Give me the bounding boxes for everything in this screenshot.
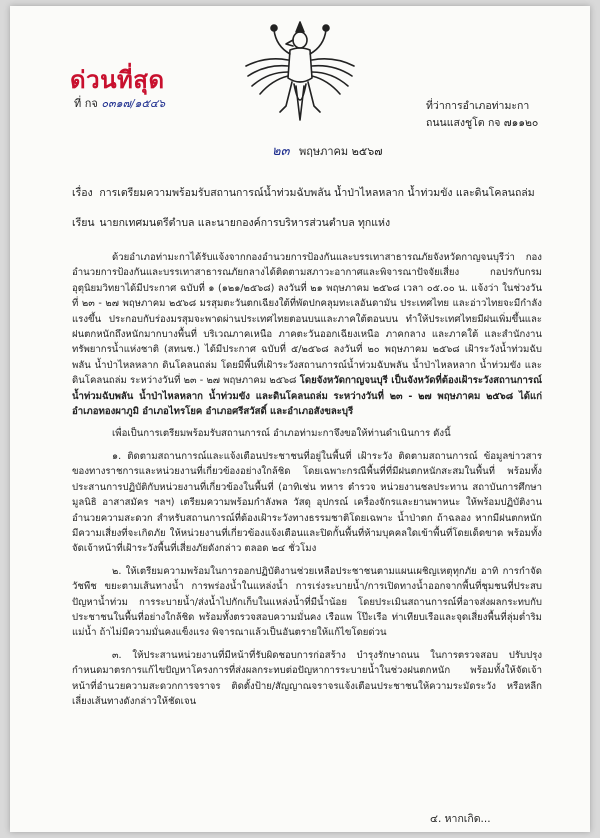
subject-text: การเตรียมความพร้อมรับสถานการณ์น้ำท่วมฉับพลัน น้ำป่าไหลหลาก น้ำท่วมขัง และดินโคลนถล่ม	[99, 187, 535, 199]
action-item-2: ๒. ให้เตรียมความพร้อมในการออกปฏิบัติงานช่วยเหลือประชาชนตามแผนเผชิญเหตุทุกภัย อาทิ การกำจัดวัชพืช ขยะตามเส้นทางน้ำ การพร่องน้ำในแหล่งน้ำ การเร่งระบายน้ำ/การเปิดทางน้ำออกจากพื้นที่ชุมชนที่ประสบปัญหาน้ำท่วม การระบายน้ำ/ส่งน้ำไปกักเก็บในแหล่งน้ำที่มีน้ำน้อย โดยประเมินสถานการณ์ที่อาจส่งผลกระทบกับประชาชนในพื้นที่อย่างใกล้ชิด พร้อมทั้งตรวจสอบความมั่นคง เรือแพ โป๊ะเรือ ท่าเทียบเรือและจุดเสี่ยงพื้นที่ลุ่มต่ำริมแม่น้ำ ถ้าไม่มีความมั่นคงแข็งแรง พิจารณาแล้วเป็นอันตรายให้แก้ไขโดยด่วน	[72, 565, 542, 639]
date-day: ๒๓	[272, 144, 290, 159]
paragraph-background-text: ด้วยอำเภอท่ามะกาได้รับแจ้งจากกองอำนวยการป้องกันและบรรเทาสาธารณภัยจังหวัดกาญจนบุรีว่า กองอำนวยการป้องกันและบรรเทาสาธารณภัยกลางได้ติดตามสภาวะอากาศและพิจารณาปัจจัยเสี่ยง กอปรกับกรมอุตุนิยมวิทยาได้มีประกาศ ฉบับที่ ๑ (๑๒๑/๒๕๖๘) ลงวันที่ ๒๑ พฤษภาคม ๒๕๖๘ เวลา ๐๕.๐๐ น. แจ้งว่า ในช่วงวันที่ ๒๓ - ๒๗ พฤษภาคม ๒๕๖๘ มรสุมตะวันตกเฉียงใต้ที่พัดปกคลุมทะเลอันดามัน ประเทศไทย และอ่าวไทยจะมีกำลังแรงขึ้น ประกอบกับร่องมรสุมจะพาดผ่านประเทศไทยตอนบนและภาคใต้ตอนบน ทำให้ประเทศไทยมีฝนเพิ่มขึ้นและฝนตกหนักถึงหนักมากบางพื้นที่ บริเวณภาคเหนือ ภาคตะวันออกเฉียงเหนือ ภาคกลาง และภาคใต้ และสำนักงานทรัพยากรน้ำแห่งชาติ (สทนช.) ได้มีประกาศ ฉบับที่ ๕/๒๕๖๘ ลงวันที่ ๒๐ พฤษภาคม ๒๕๖๘ เฝ้าระวังน้ำท่วมฉับพลัน น้ำป่าไหลหลาก ดินโคลนถล่ม โดยมีพื้นที่เฝ้าระวังสถานการณ์น้ำท่วมฉับพลัน น้ำป่าไหลหลาก น้ำท่วมขัง และดินโคลนถล่ม ระหว่างวันที่ ๒๓ - ๒๗ พฤษภาคม ๒๕๖๘	[72, 252, 542, 387]
office-street: ถนนแสงชูโต กจ ๗๑๑๒๐	[426, 117, 539, 129]
subject-line	[72, 184, 535, 201]
paragraph-background-emphasis: โดยจังหวัดกาญจนบุรี เป็นจังหวัดที่ต้องเฝ้าระวังสถานการณ์น้ำท่วมฉับพลัน น้ำป่าไหลหลาก น้ำท่วมขัง และดินโคลนถล่ม ระหว่างวันที่ ๒๓ - ๒๗ พฤษภาคม ๒๕๖๘ ได้แก่ อำเภอทองผาภูมิ อำเภอไทรโยค อำเภอศรีสวัสดิ์ และอำเภอสังขละบุรี	[72, 375, 542, 418]
letter-body	[72, 250, 542, 716]
action-item-3: ๓. ให้ประสานหน่วยงานที่มีหน้าที่รับผิดชอบการก่อสร้าง บำรุงรักษาถนน ในการตรวจสอบ ปรับปรุง กำหนดมาตรการแก้ไขปัญหาโครงการที่ส่งผลกระทบต่อปัญหาการระบายน้ำในช่วงฝนตกหนัก พร้อมทั้งให้จัดเจ้าหน้าที่อำนวยความสะดวกการจราจร ติดตั้งป้าย/สัญญาณจราจรแจ้งเตือนประชาชนให้ความระมัดระวัง หรือหลีกเลี่ยงเส้นทางดังกล่าวให้ชัดเจน	[72, 649, 542, 707]
issuing-office-address	[426, 98, 538, 132]
recipient-line	[72, 214, 390, 231]
reference-value: ๐๓๑๗/๑๕๔๖	[101, 97, 166, 110]
date-month-year: พฤษภาคม ๒๕๖๗	[298, 145, 383, 158]
document-page	[10, 6, 590, 832]
garuda-emblem-icon	[240, 16, 360, 126]
subject-label: เรื่อง	[72, 187, 93, 199]
paragraph-request: เพื่อเป็นการเตรียมพร้อมรับสถานการณ์ อำเภอท่ามะกาจึงขอให้ท่านดำเนินการ ดังนี้	[112, 428, 451, 440]
document-date	[272, 140, 383, 161]
office-name: ที่ว่าการอำเภอท่ามะกา	[426, 100, 530, 112]
urgency-stamp: ด่วนที่สุด	[70, 66, 165, 94]
action-item-1: ๑. ติดตามสถานการณ์และแจ้งเตือนประชาชนที่อยู่ในพื้นที่ เฝ้าระวัง ติดตามสถานการณ์ ข้อมูลข่าวสารของทางราชการและหน่วยงานที่เกี่ยวข้องอย่างใกล้ชิด โดยเฉพาะกรณีพื้นที่ที่มีฝนตกหนักสะสมในพื้นที่ พร้อมทั้งประสานการปฏิบัติกับหน่วยงานที่เกี่ยวข้องในพื้นที่ (อาทิเช่น ทหาร ตำรวจ หน่วยงานชลประทาน สถาบันการศึกษา มูลนิธิ อาสาสมัคร ฯลฯ) เตรียมความพร้อมกำลังพล วัสดุ อุปกรณ์ เครื่องจักรและยานพาหนะ ให้พร้อมปฏิบัติงาน อำนวยความสะดวก สำหรับสถานการณ์ที่ต้องเฝ้าระวังทางธรรมชาติโดยเฉพาะ น้ำป่าตก ถ้าฉลอง หากมีฝนตกหนักมีความเสี่ยงที่จะเกิดภัย ให้หน่วยงานที่เกี่ยวข้องแจ้งเตือนและปิดกั้นพื้นที่ห้ามบุคคลใดเข้าพื้นที่โดยเด็ดขาด พร้อมทั้งจัดเจ้าหน้าที่เฝ้าระวังพื้นที่เสี่ยงภัยดังกล่าว ตลอด ๒๔ ชั่วโมง	[72, 450, 542, 555]
recipient-label: เรียน	[72, 217, 95, 229]
reference-label: ที่ กจ	[74, 97, 98, 110]
reference-number	[74, 94, 165, 112]
recipient-text: นายกเทศมนตรีตำบล และนายกองค์การบริหารส่วนตำบล ทุกแห่ง	[99, 217, 391, 229]
paragraph-background	[72, 250, 542, 419]
continuation-marker: ๔. หากเกิด...	[430, 813, 491, 825]
